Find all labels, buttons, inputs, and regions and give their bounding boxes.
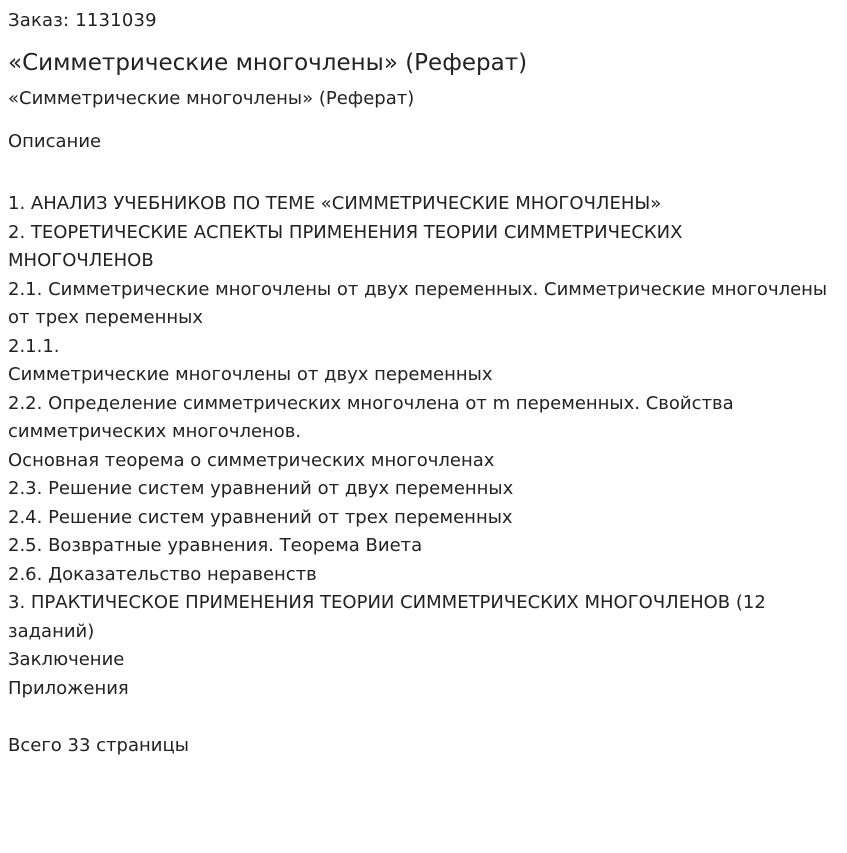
contents-item: 3. ПРАКТИЧЕСКОЕ ПРИМЕНЕНИЯ ТЕОРИИ СИММЕТРИЧЕСКИХ МНОГОЧЛЕНОВ (12 заданий) [8, 592, 766, 642]
contents-item: Основная теорема о симметрических многочленах [8, 449, 495, 471]
contents-item: 2.4. Решение систем уравнений от трех переменных [8, 506, 513, 528]
table-of-contents [8, 190, 833, 760]
contents-item: 2.6. Доказательство неравенств [8, 563, 317, 585]
order-number: Заказ: 1131039 [8, 10, 157, 31]
contents-item: Заключение [8, 649, 125, 670]
document-subtitle: «Симметрические многочлены» (Реферат) [8, 88, 415, 109]
contents-item: 1. АНАЛИЗ УЧЕБНИКОВ ПО ТЕМЕ «СИММЕТРИЧЕСКИЕ МНОГОЧЛЕНЫ» [8, 193, 662, 214]
contents-item: Симметрические многочлены от двух переменных [8, 364, 493, 385]
blank-line [8, 703, 833, 732]
contents-item: 2.5. Возвратные уравнения. Теорема Виета [8, 535, 423, 556]
contents-item: 2.1.1. [8, 335, 60, 357]
total-pages: Всего 33 страницы [8, 734, 189, 756]
contents-item: Приложения [8, 677, 129, 699]
description-heading: Описание [8, 131, 102, 152]
contents-item: 2.1. Симметрические многочлены от двух переменных. Симметрические многочлены от трех переменных [8, 278, 828, 328]
contents-item: 2.2. Определение симметрических многочлена от m переменных. Свойства симметрических многочленов. [8, 392, 734, 442]
contents-item: 2.3. Решение систем уравнений от двух переменных [8, 478, 514, 499]
page-title: «Симметрические многочлены» (Реферат) [8, 50, 528, 76]
contents-item: 2. ТЕОРЕТИЧЕСКИЕ АСПЕКТЫ ПРИМЕНЕНИЯ ТЕОРИИ СИММЕТРИЧЕСКИХ МНОГОЧЛЕНОВ [8, 221, 683, 271]
